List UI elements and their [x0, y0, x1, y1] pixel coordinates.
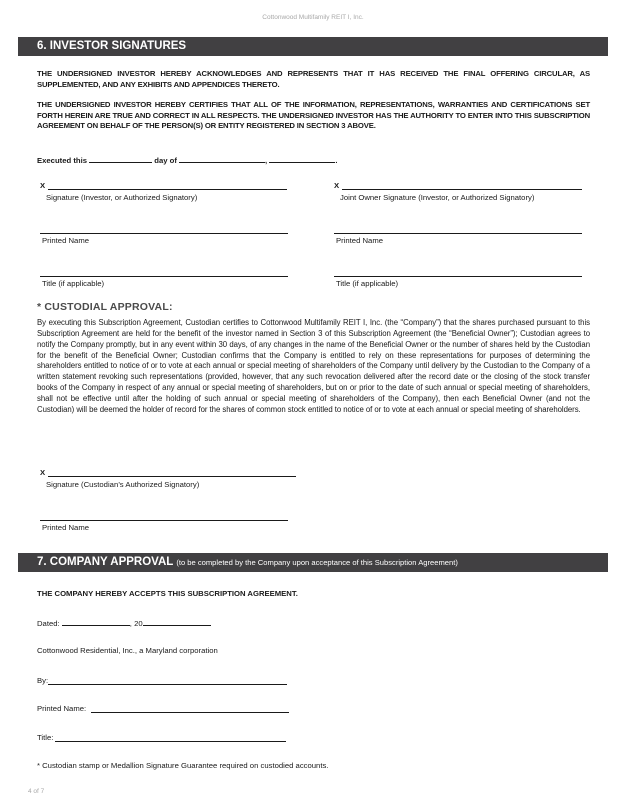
- investor-printed-name-line[interactable]: [40, 224, 288, 234]
- investor-signature-line[interactable]: [48, 180, 287, 190]
- joint-signature-label: Joint Owner Signature (Investor, or Authorized Signatory): [340, 193, 535, 202]
- acknowledgement-text: THE UNDERSIGNED INVESTOR HEREBY ACKNOWLEDGES AND REPRESENTS THAT IT HAS RECEIVED THE FINAL OFFERING CIRCULAR, AS SUPPLEMENTED, AND ANY EXHIBITS AND APPENDICES THERETO.: [37, 69, 590, 89]
- year-field[interactable]: [143, 617, 211, 626]
- executed-year-field[interactable]: [269, 154, 338, 165]
- investor-printed-name-label: Printed Name: [42, 236, 89, 245]
- joint-title-label: Title (if applicable): [336, 279, 399, 288]
- year-prefix: , 20: [129, 619, 143, 628]
- company-printed-name-label: Printed Name:: [37, 704, 87, 713]
- custodial-paragraph: By executing this Subscription Agreement, Custodian certifies to Cottonwood Multifamily REIT I, Inc. (the “Company”) that the shares purchased pursuant to this Subscription Agreement are held for the benefit of the investor named in Section 3 of this Subscription Agreement (the “Beneficial Owner”); Custodian agrees to notify the Company promptly, but in any event within 30 days, of any changes in the name of the Beneficial Owner or the number of shares held by the Custodian for the benefit of the Beneficial Owner; Custodian confirms that the Company is entitled to rely on these representations for purposes of determining the shareholders entitled to notice of or to vote at each annual or special meeting of shareholders of the Company until delivery by the Custodian to the Company of a written statement revoking such representations (provided, however, that any such revocation delivered after the record date or the closing of the stock transfer books of the Company in respect of any annual or special meeting of shareholders, but on or prior to the date of such annual or special meeting of shareholders, shall not be effective until after the holding of such annual or special meeting of shareholders of the Company), then each Beneficial Owner (and not the Custodian) will be deemed the holder of record for the shares of common stock entitled to notice of or to vote at each annual or special meeting of shareholders.: [37, 318, 590, 414]
- dated-field[interactable]: [62, 617, 130, 626]
- joint-printed-name-label: Printed Name: [336, 236, 383, 245]
- company-printed-name-line[interactable]: [91, 703, 289, 713]
- dated-label: Dated:: [37, 619, 60, 628]
- period: .: [335, 156, 338, 165]
- investor-title-line[interactable]: [40, 267, 288, 277]
- by-label: By:: [37, 676, 49, 685]
- joint-printed-name-line[interactable]: [334, 224, 582, 234]
- company-accepts-text: THE COMPANY HEREBY ACCEPTS THIS SUBSCRIPTION AGREEMENT.: [37, 589, 298, 598]
- custodian-signature-label: Signature (Custodian’s Authorized Signatory): [46, 480, 200, 489]
- section-7-header: [18, 553, 608, 572]
- certification-text: THE UNDERSIGNED INVESTOR HEREBY CERTIFIES THAT ALL OF THE INFORMATION, REPRESENTATIONS, WARRANTIES AND CERTIFICATIONS SET FORTH HEREIN ARE TRUE AND CORRECT IN ALL RESPECTS. THE UNDERSIGNED INVESTOR HAS THE AUTHORITY TO ENTER INTO THIS SUBSCRIPTION AGREEMENT ON BEHALF OF THE PERSON(S) OR ENTITY REGISTERED IN SECTION 3 ABOVE.: [37, 100, 590, 131]
- executed-label: Executed this: [37, 156, 87, 165]
- joint-signature-line[interactable]: [342, 180, 582, 190]
- custodian-footnote: * Custodian stamp or Medallion Signature Guarantee required on custodied accounts.: [37, 761, 329, 770]
- section-6-header: [18, 37, 608, 56]
- by-signature-line[interactable]: [48, 675, 287, 685]
- investor-signature-label: Signature (Investor, or Authorized Signatory): [46, 193, 198, 202]
- day-of-label: day of: [154, 156, 177, 165]
- section-6-title: 6. INVESTOR SIGNATURES: [37, 40, 187, 52]
- dated-line: [37, 617, 211, 630]
- executed-line: [37, 154, 337, 167]
- company-title-label: Title:: [37, 733, 54, 742]
- investor-title-label: Title (if applicable): [42, 279, 105, 288]
- section-7-title: 7. COMPANY APPROVAL: [37, 556, 174, 568]
- company-name: Cottonwood Residential, Inc., a Maryland corporation: [37, 646, 218, 655]
- x-mark: X: [334, 181, 340, 190]
- custodial-approval-heading: * CUSTODIAL APPROVAL:: [37, 301, 173, 313]
- custodian-signature-line[interactable]: [48, 467, 296, 477]
- page-number: 4 of 7: [28, 788, 45, 795]
- company-title-line[interactable]: [55, 732, 286, 742]
- comma: ,: [265, 156, 268, 165]
- x-mark: X: [40, 181, 46, 190]
- executed-month-field[interactable]: [179, 154, 268, 165]
- custodian-printed-name-label: Printed Name: [42, 523, 89, 532]
- section-7-subtitle: (to be completed by the Company upon acceptance of this Subscription Agreement): [176, 558, 458, 567]
- joint-title-line[interactable]: [334, 267, 582, 277]
- document-header: Cottonwood Multifamily REIT I, Inc.: [262, 14, 364, 21]
- x-mark: X: [40, 468, 46, 477]
- executed-day-field[interactable]: [89, 154, 152, 163]
- custodian-printed-name-line[interactable]: [40, 511, 288, 521]
